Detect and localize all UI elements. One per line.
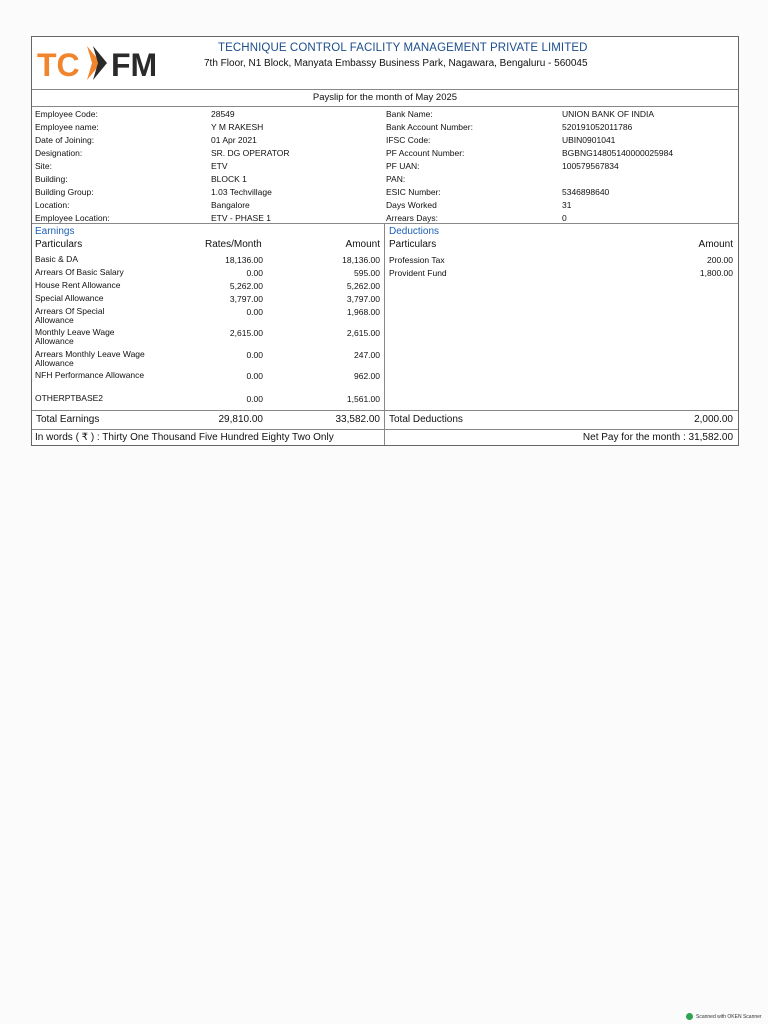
- info-label: Designation:: [35, 148, 83, 158]
- earnings-deductions: [32, 224, 738, 411]
- info-value: Bangalore: [211, 200, 250, 210]
- info-value: 01 Apr 2021: [211, 135, 257, 145]
- company-logo: [35, 40, 175, 86]
- total-earnings-amount: 33,582.00: [335, 414, 380, 425]
- earning-particular: OTHERPTBASE2: [35, 393, 104, 403]
- deduction-amount: 1,800.00: [699, 268, 733, 278]
- total-deductions-label: Total Deductions: [389, 414, 463, 425]
- info-value: 100579567834: [562, 161, 619, 171]
- earnings-table: [32, 224, 385, 410]
- earnings-col-rates: Rates/Month: [205, 239, 262, 250]
- earning-amount: 2,615.00: [346, 328, 380, 338]
- earning-particular: Arrears Of Basic Salary: [35, 267, 124, 277]
- info-label: PAN:: [386, 174, 406, 184]
- earning-rate: 0.00: [246, 371, 263, 381]
- info-row: [32, 109, 738, 122]
- footer-row: [32, 430, 738, 445]
- info-label: Building Group:: [35, 187, 94, 197]
- info-row: [32, 122, 738, 135]
- svg-text:FM: FM: [111, 47, 158, 83]
- info-label: Location:: [35, 200, 70, 210]
- info-label: Site:: [35, 161, 53, 171]
- net-pay: Net Pay for the month : 31,582.00: [582, 432, 733, 443]
- earning-rate: 0.00: [246, 350, 263, 360]
- scanner-watermark: [686, 1013, 762, 1020]
- earning-amount: 247.00: [354, 350, 380, 360]
- info-value: UBIN0901041: [562, 135, 616, 145]
- payslip-header: [32, 37, 738, 90]
- deduction-amount: 200.00: [707, 255, 733, 265]
- earning-rate: 0.00: [246, 268, 263, 278]
- earning-particular: Basic & DA: [35, 254, 78, 264]
- net-pay-cell: [385, 430, 738, 445]
- info-value: 520191052011786: [562, 122, 633, 132]
- earning-rate: 18,136.00: [225, 255, 263, 265]
- earning-rate: 3,797.00: [229, 294, 263, 304]
- deduction-particular: Provident Fund: [389, 268, 447, 278]
- total-earnings: [32, 411, 385, 429]
- deduction-particular: Profession Tax: [389, 255, 445, 265]
- info-value: SR. DG OPERATOR: [211, 148, 290, 158]
- deductions-title: Deductions: [389, 226, 440, 237]
- info-label: Employee Code:: [35, 109, 98, 119]
- amount-in-words-cell: [32, 430, 385, 445]
- info-value: 5346898640: [562, 187, 610, 197]
- amount-in-words: In words ( ₹ ) : Thirty One Thousand Five Hundred Eighty Two Only: [35, 432, 334, 443]
- total-deductions-amount: 2,000.00: [694, 414, 733, 425]
- deductions-col-particulars: Particulars: [389, 239, 437, 250]
- total-earnings-rate: 29,810.00: [218, 414, 263, 425]
- info-value: 31: [562, 200, 572, 210]
- info-label: Arrears Days:: [386, 213, 438, 223]
- total-earnings-label: Total Earnings: [36, 414, 100, 425]
- info-label: ESIC Number:: [386, 187, 441, 197]
- earning-particular: Arrears Of Special Allowance: [35, 306, 105, 325]
- earning-amount: 962.00: [354, 371, 380, 381]
- scanner-icon: [686, 1013, 693, 1020]
- earning-particular: Monthly Leave Wage Allowance: [35, 327, 115, 346]
- earning-particular: NFH Performance Allowance: [35, 370, 145, 380]
- info-row: [32, 148, 738, 161]
- earnings-col-particulars: Particulars: [35, 239, 83, 250]
- totals-row: [32, 411, 738, 430]
- earning-particular: House Rent Allowance: [35, 280, 121, 290]
- info-label: PF UAN:: [386, 161, 420, 171]
- earning-amount: 18,136.00: [342, 255, 380, 265]
- info-label: Bank Account Number:: [386, 122, 473, 132]
- earning-amount: 5,262.00: [346, 281, 380, 291]
- earning-rate: 2,615.00: [229, 328, 263, 338]
- company-address: 7th Floor, N1 Block, Manyata Embassy Business Park, Nagawara, Bengaluru - 560045: [204, 58, 588, 69]
- info-label: Employee name:: [35, 122, 99, 132]
- earning-amount: 1,561.00: [346, 394, 380, 404]
- deductions-col-amount: Amount: [698, 239, 733, 250]
- info-row: [32, 200, 738, 213]
- info-row: [32, 174, 738, 187]
- payslip-title: Payslip for the month of May 2025: [32, 90, 738, 107]
- info-value: 1.03 Techvillage: [211, 187, 272, 197]
- info-label: Employee Location:: [35, 213, 110, 223]
- info-value: UNION BANK OF INDIA: [562, 109, 655, 119]
- info-label: Days Worked: [386, 200, 437, 210]
- earning-rate: 5,262.00: [229, 281, 263, 291]
- info-label: PF Account Number:: [386, 148, 465, 158]
- earning-particular: Arrears Monthly Leave Wage Allowance: [35, 349, 145, 368]
- company-name: TECHNIQUE CONTROL FACILITY MANAGEMENT PRIVATE LIMITED: [218, 42, 588, 54]
- info-value: BLOCK 1: [211, 174, 247, 184]
- earning-amount: 3,797.00: [346, 294, 380, 304]
- info-value: BGBNG14805140000025984: [562, 148, 674, 158]
- earnings-title: Earnings: [35, 226, 75, 237]
- earnings-col-amount: Amount: [345, 239, 380, 250]
- earning-amount: 1,968.00: [346, 307, 380, 317]
- info-label: IFSC Code:: [386, 135, 431, 145]
- info-value: 28549: [211, 109, 235, 119]
- info-label: Building:: [35, 174, 68, 184]
- info-row: [32, 187, 738, 200]
- info-label: Date of Joining:: [35, 135, 95, 145]
- info-value: 0: [562, 213, 567, 223]
- earning-rate: 0.00: [246, 307, 263, 317]
- total-deductions: [385, 411, 738, 429]
- info-value: ETV - PHASE 1: [211, 213, 271, 223]
- info-value: Y M RAKESH: [211, 122, 264, 132]
- svg-text:TC: TC: [37, 47, 80, 83]
- info-row: [32, 161, 738, 174]
- info-label: Bank Name:: [386, 109, 433, 119]
- earning-particular: Special Allowance: [35, 293, 104, 303]
- scanner-text: Scanned with OKEN Scanner: [696, 1013, 762, 1020]
- employee-info: [32, 107, 738, 224]
- earning-amount: 595.00: [354, 268, 380, 278]
- earning-rate: 0.00: [246, 394, 263, 404]
- deductions-table: [385, 224, 738, 410]
- info-value: ETV: [211, 161, 228, 171]
- payslip: [31, 36, 739, 446]
- info-row: [32, 135, 738, 148]
